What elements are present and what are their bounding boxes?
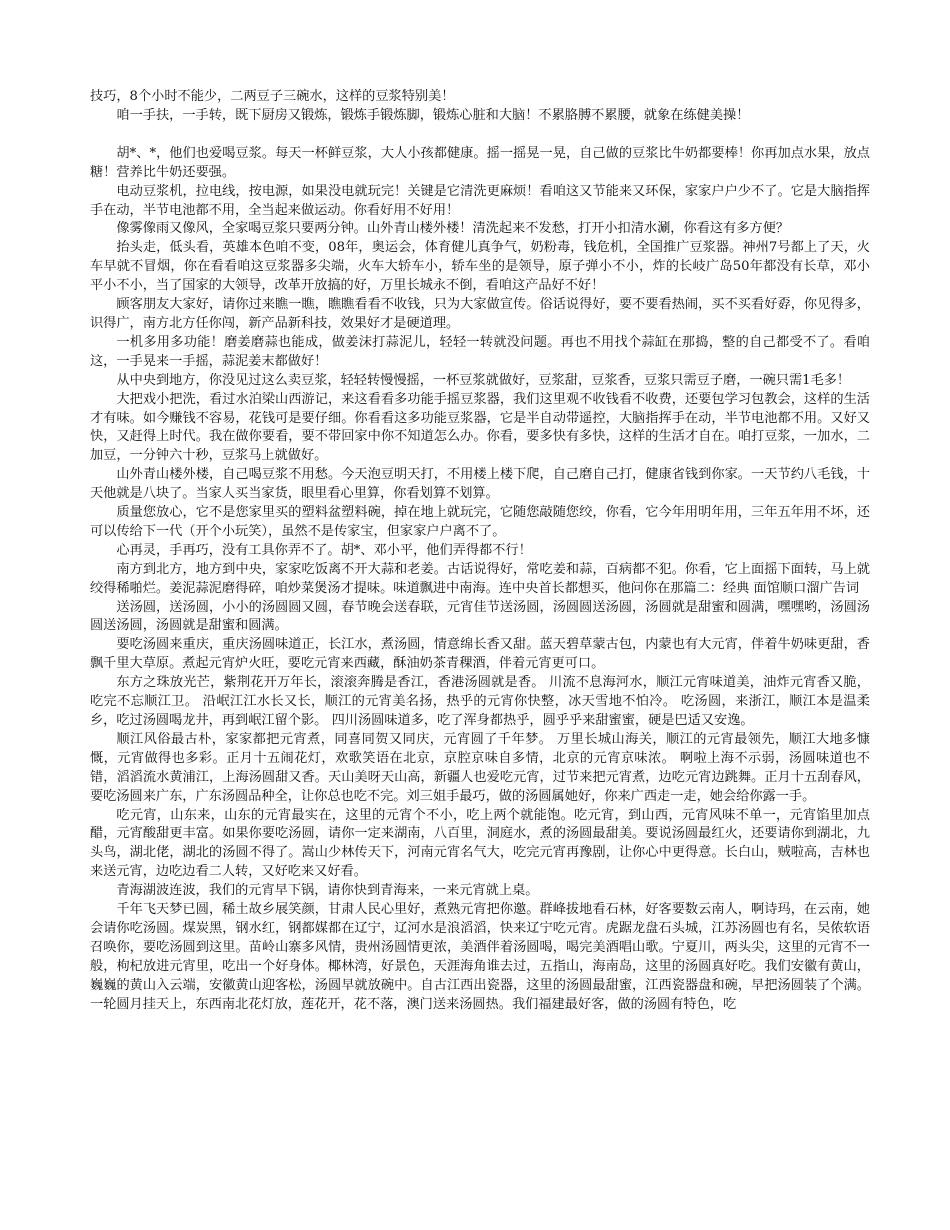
paragraph: 南方到北方，地方到中央，家家吃饭离不开大蒜和老姜。古话说得好，常吃姜和蒜，百病都不犯。你看，它上面摇下面转，马上就绞得稀啪烂。姜泥蒜泥磨得碎，咱炒菜煲汤才提味。味道飘进中南海。连中央首长都想买，他问你在那篇二：经典 面馆顺口溜广告词 — [90, 561, 870, 596]
paragraph: 心再灵，手再巧，没有工具你弄不了。胡*、邓小平，他们弄得都不行！ — [116, 542, 532, 558]
paragraph: 胡*、*，他们也爱喝豆浆。每天一杯鲜豆浆，大人小孩都健康。摇一摇晃一晃，自己做的豆浆比牛奶都要棒！你再加点水果，放点糖！营养比牛奶还要强。 — [90, 145, 870, 180]
paragraph: 东方之珠放光芒，紫荆花开万年长，滚滚奔腾是香江，香港汤圆就是香。 川流不息海河水，顺江元宵味道美，油炸元宵香又脆，吃完不忘顺江卫。 沿岷江江水长又长，顺江的元宵美名扬，热乎的元宵你快整，冰天雪地不怕冷。 吃汤圆，来浙江，顺江本是温柔乡，吃过汤圆喝龙井，再到岷江留个影。 四川汤圆味道多，吃了浑身都热乎，圆乎乎来甜蜜蜜，硬是巴适又安逸。 — [90, 675, 870, 728]
paragraph: 大把戏小把洗，看过水泊梁山西游记，来这看看多功能手摇豆浆器，我们这里观不收钱看不收费，还要包学习包教会，这样的生活才有味。如今赚钱不容易，花钱可是要仔细。你看看这多功能豆浆器，它是半自动带遥控，大脑指挥手在动，半节电池都不用。又好又快，又赶得上时代。我在做你要看，要不带回家中你不知道怎么办。你看，要多快有多快，这样的生活才自在。咱打豆浆，一加水，二加豆，一分钟六十秒，豆浆马上就做好。 — [90, 391, 870, 464]
paragraph: 山外青山楼外楼，自己喝豆浆不用愁。今天泡豆明天打，不用楼上楼下爬，自己磨自己打，健康省钱到你家。一天节约八毛钱，十天他就是八块了。当家人买当家货，眼里看心里算，你看划算不划算。 — [90, 467, 870, 502]
paragraph: 要吃汤圆来重庆，重庆汤圆味道正，长江水，煮汤圆，情意绵长香又甜。蓝天碧草蒙古包，内蒙也有大元宵，伴着牛奶味更甜，香飘千里大草原。煮起元宵炉火旺，要吃元宵来西藏，酥油奶茶青稞酒，伴着元宵更可口。 — [90, 637, 870, 672]
paragraph: 咱一手扶，一手转，既下厨房又锻炼，锻炼手锻炼脚，锻炼心脏和大脑！不累胳膊不累腰，就象在练健美操！ — [116, 107, 750, 123]
paragraph: 青海湖波连波，我们的元宵早下锅，请你快到青海来，一来元宵就上桌。 — [116, 883, 539, 899]
document-body — [90, 88, 870, 1015]
paragraph: 送汤圆，送汤圆，小小的汤圆圆又圆，春节晚会送春联，元宵佳节送汤圆，汤圆圆送汤圆，汤圆就是甜蜜和圆满，嘿嘿哟，汤圆汤圆送汤圆，汤圆就是甜蜜和圆满。 — [90, 599, 870, 634]
paragraph: 千年飞天梦已圆，稀土故乡展笑颜，甘肃人民心里好，煮熟元宵把你邀。群峰拔地看石林，好客要数云南人，啊诗玛，在云南，她会请你吃汤圆。煤炭黑，钢水红，钢都媒都在辽宁，辽河水是浪滔滔，快来辽宁吃元宵。虎踞龙盘石头城，江苏汤圆也有名，吴侬软语召唤你，要吃汤圆到这里。苗岭山寨多风情，贵州汤圆情更浓，美酒伴着汤圆喝，喝完美酒唱山歌。宁夏川，两头尖，这里的元宵不一般，枸杞放进元宵里，吃出一个好身体。椰林湾，好景色，天涯海角谁去过，五指山，海南岛，这里的汤圆真好吃。我们安徽有黄山，巍巍的黄山入云端，安徽黄山迎客松，汤圆早就放碗中。自古江西出瓷器，这里的汤圆最甜蜜，江西瓷器盘和碗，早把汤圆装了个满。一轮圆月挂天上，东西南北花灯放，莲花开，花不落，澳门送来汤圆热。我们福建最好客，做的汤圆有特色，吃 — [90, 902, 870, 1012]
paragraph: 顺江风俗最古朴，家家都把元宵煮，同喜同贺又同庆，元宵圆了千年梦。 万里长城山海关，顺江的元宵最领先，顺江大地多慷慨，元宵做得也多彩。正月十五闹花灯，欢歌笑语在北京，京腔京味自多情，北京的元宵京味浓。 啊啦上海不示弱，汤圆味道也不错，滔滔流水黄浦江，上海汤圆甜又香。天山美呀天山高，新疆人也爱吃元宵，过节来把元宵煮，边吃元宵边跳舞。正月十五刮春风，要吃汤圆来广东，广东汤圆品种全，让你总也吃不完。刘三姐手最巧，做的汤圆属她好，你来广西走一走，她会给你露一手。 — [90, 731, 870, 804]
paragraph: 吃元宵，山东来，山东的元宵最实在，这里的元宵个不小，吃上两个就能饱。吃元宵，到山西，元宵风味不单一，元宵馅里加点醋，元宵酸甜更丰富。如果你要吃汤圆，请你一定来湖南，八百里，洞庭水，煮的汤圆最甜美。要说汤圆最红火，还要请你到湖北，九头鸟，湖北佬，湖北的汤圆不得了。嵩山少林传天下，河南元宵名气大，吃完元宵再豫剧，让你心中更得意。长白山，贼啦高，吉林也来送元宵，边吃边看二人转，又好吃来又好看。 — [90, 807, 870, 880]
paragraph: 技巧，8个小时不能少，二两豆子三碗水，这样的豆浆特别美！ — [90, 89, 455, 104]
paragraph: 像雾像雨又像风，全家喝豆浆只要两分钟。山外青山楼外楼！清洗起来不发愁，打开小扣清水涮，你看这有多方便？ — [116, 221, 789, 237]
paragraph: 顾客朋友大家好，请你过来瞧一瞧，瞧瞧看看不收钱，只为大家做宣传。俗话说得好，要不要看热闹，买不买看好孬，你见得多，识得广，南方北方任你闯，新产品新科技，效果好才是硬道理。 — [90, 297, 870, 331]
paragraph: 从中央到地方，你没见过这么卖豆浆，轻轻转慢慢摇，一杯豆浆就做好，豆浆甜，豆浆香，豆浆只需豆子磨，一碗只需1毛多！ — [116, 372, 851, 388]
paragraph: 质量您放心，它不是您家里买的塑料盆塑料碗，掉在地上就玩完，它随您敲随您绞，你看，它今年用明年用，三年五年用不坏，还可以传给下一代（开个小玩笑），虽然不是传家宝，但家家户户离不了。 — [90, 505, 870, 539]
paragraph: 抬头走，低头看，英雄本色咱不变，08年，奥运会，体育健儿真争气，奶粉毒，钱危机，全国推广豆浆器。神州7号都上了天，火车早就不冒烟，你在看看咱这豆浆器多尖端，火车大轿车小，轿车坐的是领导，原子弹小不小，炸的长岐广岛50年都没有长草，邓小平小不小，当了国家的大领导，改革开放搞的好，万里长城永不倒，看咱这产品好不好！ — [90, 240, 870, 294]
paragraph: 一机多用多功能！磨姜磨蒜也能成，做姜沫打蒜泥儿，轻轻一转就没问题。再也不用找个蒜缸在那捣，整的自己都受不了。看咱这，一手晃来一手摇，蒜泥姜末都做好！ — [90, 334, 870, 369]
paragraph: 电动豆浆机，拉电线，按电源，如果没电就玩完！关键是它清洗更麻烦！看咱这又节能来又环保，家家户户少不了。它是大脑指挥手在动，半节电池都不用，全当起来做运动。你看好用不好用！ — [90, 183, 870, 218]
